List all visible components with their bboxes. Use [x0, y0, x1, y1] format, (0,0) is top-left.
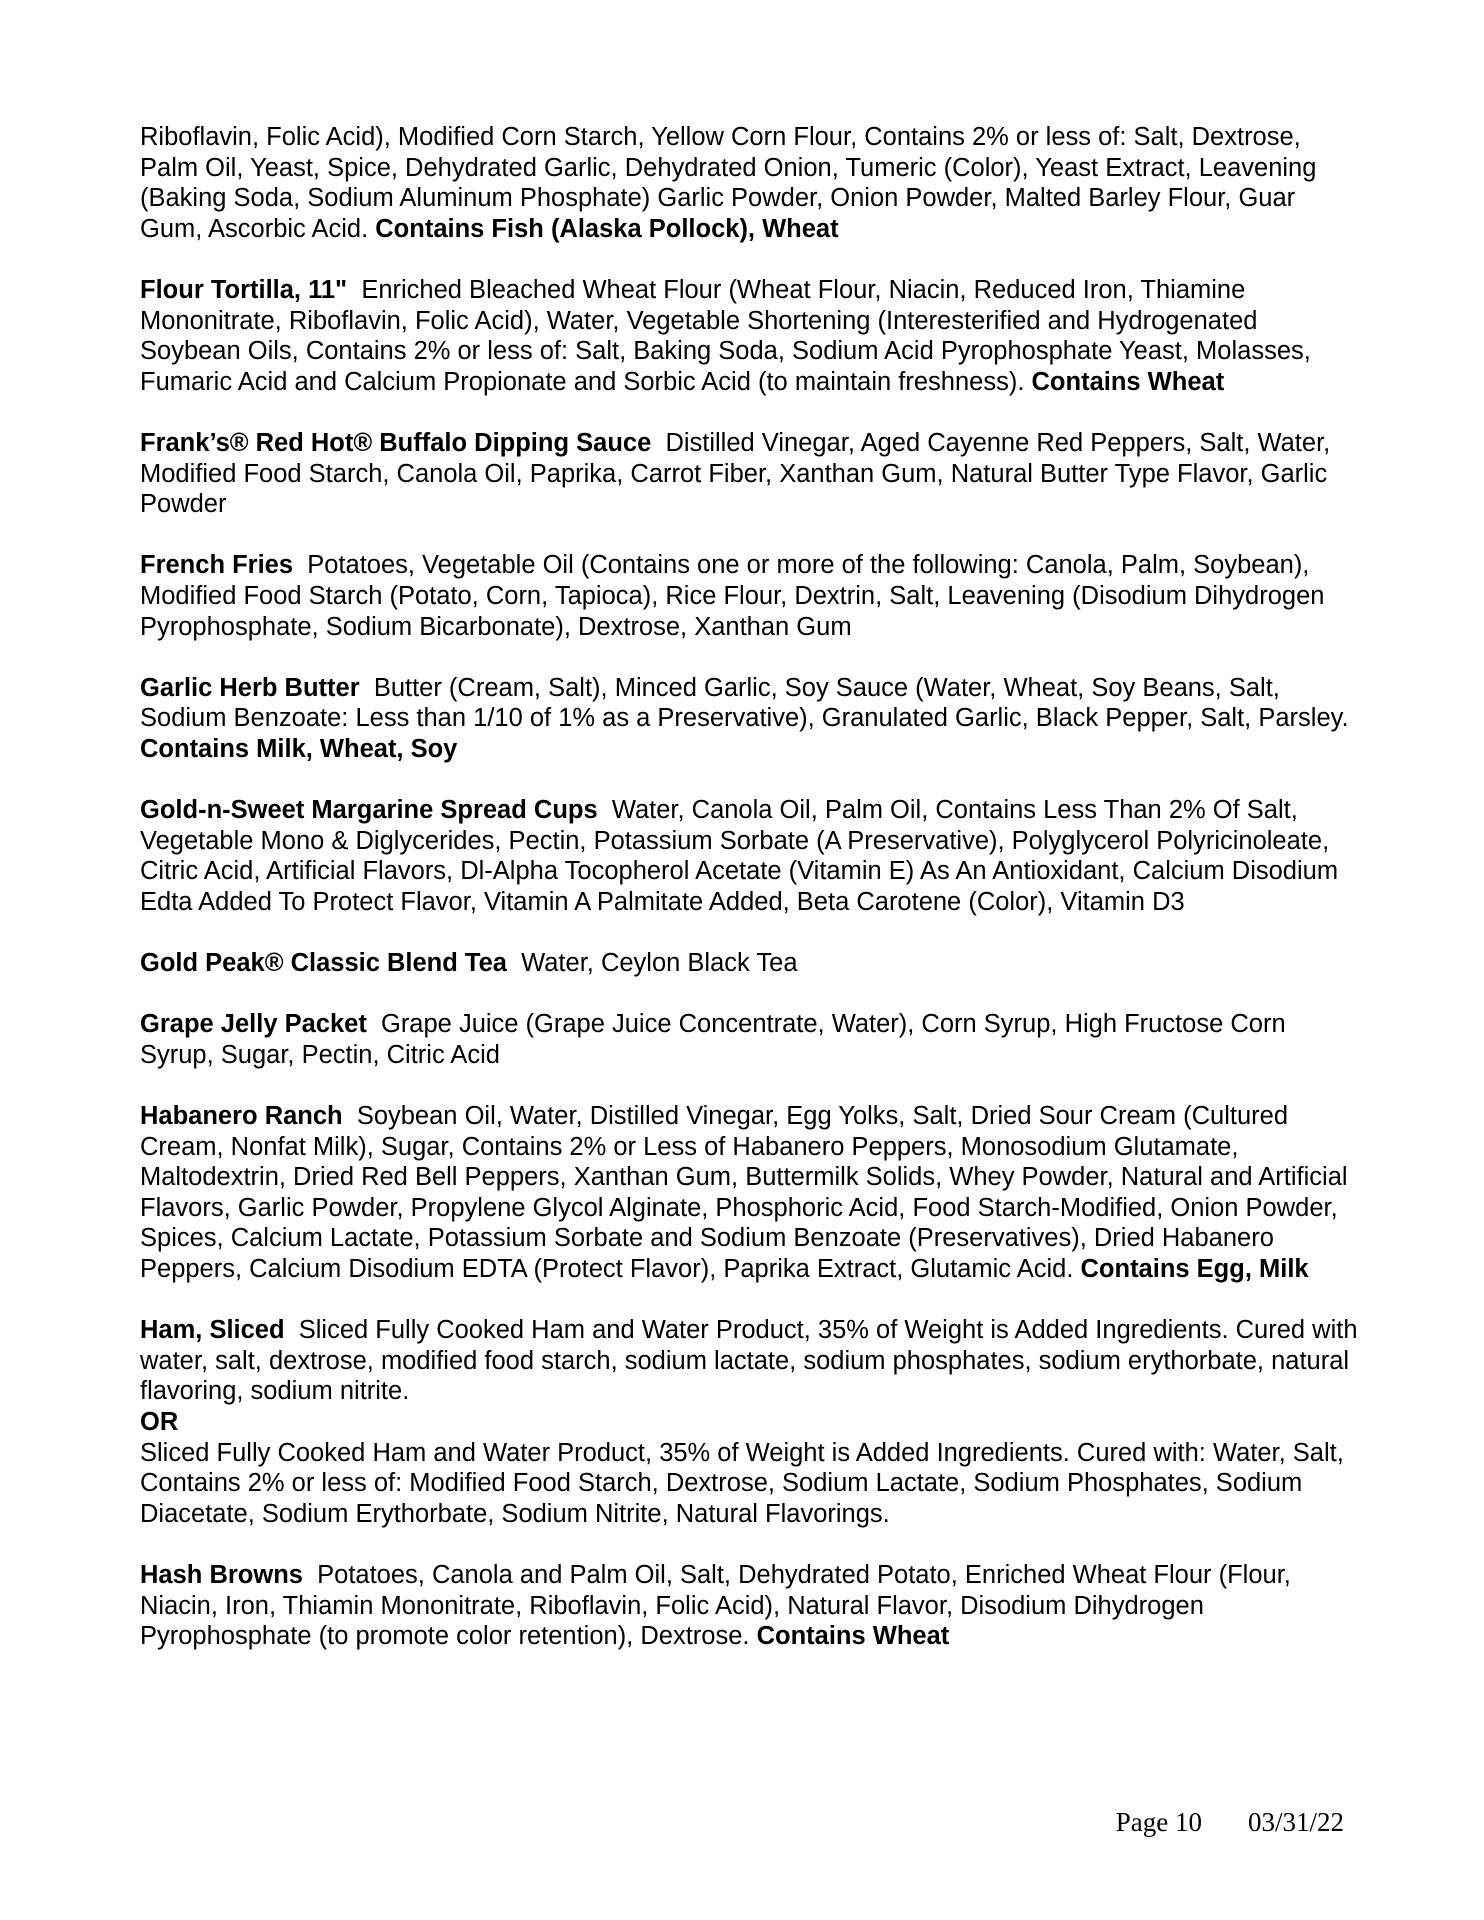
ingredient-entry	[140, 948, 1362, 979]
or-separator: OR	[140, 1407, 179, 1436]
product-name: Grape Jelly Packet	[140, 1010, 367, 1039]
page-footer	[1102, 1776, 1344, 1838]
ingredient-entry	[140, 428, 1362, 520]
allergen-statement: Contains Milk, Wheat, Soy	[140, 734, 458, 763]
product-name: Habanero Ranch	[140, 1102, 343, 1130]
allergen-statement: Contains Egg, Milk	[1080, 1254, 1309, 1283]
product-name: Gold Peak® Classic Blend Tea	[140, 949, 507, 978]
ingredient-text: Distilled Vinegar, Aged Cayenne Red Peppers, Salt, Water, Modified Food Starch, Canola Oil, Paprika, Carrot Fiber, Xanthan Gum, Natural Butter Type Flavor, Garlic Powder	[140, 428, 1331, 519]
ingredient-entry	[140, 1101, 1362, 1285]
ingredient-text: Sliced Fully Cooked Ham and Water Product, 35% of Weight is Added Ingredients. Cured with water, salt, dextrose, modified food starch, sodium lactate, sodium phosphates, sodium erythorbate, natural flavoring, sodium nitrite.	[140, 1316, 1358, 1406]
ingredient-entry	[140, 550, 1362, 642]
allergen-statement: Contains Fish (Alaska Pollock), Wheat	[375, 214, 839, 243]
allergen-statement: Contains Wheat	[1031, 367, 1225, 396]
ingredient-entry	[140, 275, 1362, 397]
ingredient-text-alternate: Sliced Fully Cooked Ham and Water Product, 35% of Weight is Added Ingredients. Cured with: Water, Salt, Contains 2% or less of: Modified Food Starch, Dextrose, Sodium Lactate, Sodium Phosphates, Sodium Diacetate, Sodium Erythorbate, Sodium Nitrite, Natural Flavorings.	[140, 1438, 1344, 1528]
ingredient-text: Potatoes, Canola and Palm Oil, Salt, Dehydrated Potato, Enriched Wheat Flour (Flour, Niacin, Iron, Thiamin Mononitrate, Riboflavin, Folic Acid), Natural Flavor, Disodium Dihydrogen Pyrophosphate (to promote color retention), Dextrose.	[140, 1560, 1291, 1651]
ingredient-entry	[140, 1560, 1362, 1652]
revision-date: 03/31/22	[1247, 1807, 1344, 1837]
product-name: French Fries	[140, 551, 294, 580]
ingredient-text: Grape Juice (Grape Juice Concentrate, Water), Corn Syrup, High Fructose Corn Syrup, Sugar, Pectin, Citric Acid	[140, 1010, 1286, 1069]
ingredient-entry	[140, 795, 1362, 917]
ingredient-text: Riboflavin, Folic Acid), Modified Corn Starch, Yellow Corn Flour, Contains 2% or less of: Salt, Dextrose, Palm Oil, Yeast, Spice, Dehydrated Garlic, Dehydrated Onion, Tumeric (Color), Yeast Extract, Leavening (Baking Soda, Sodium Aluminum Phosphate) Garlic Powder, Onion Powder, Malted Barley Flour, Guar Gum, Ascorbic Acid.	[140, 123, 1317, 243]
ingredient-text: Butter (Cream, Salt), Minced Garlic, Soy Sauce (Water, Wheat, Soy Beans, Salt, Sodium Benzoate: Less than 1/10 of 1% as a Preservative), Granulated Garlic, Black Pepper, Salt, Parsley.	[140, 673, 1349, 733]
product-name: Ham, Sliced	[140, 1316, 285, 1345]
allergen-statement: Contains Wheat	[756, 1622, 950, 1651]
ingredient-text: Water, Canola Oil, Palm Oil, Contains Less Than 2% Of Salt, Vegetable Mono & Diglycerides, Pectin, Potassium Sorbate (A Preservative), Polyglycerol Polyricinoleate, Citric Acid, Artificial Flavors, Dl-Alpha Tocopherol Acetate (Vitamin E) As An Antioxidant, Calcium Disodium Edta Added To Protect Flavor, Vitamin A Palmitate Added, Beta Carotene (Color), Vitamin D3	[140, 796, 1339, 916]
ingredient-text: Enriched Bleached Wheat Flour (Wheat Flour, Niacin, Reduced Iron, Thiamine Mononitrate, Riboflavin, Folic Acid), Water, Vegetable Shortening (Interesterified and Hydrogenated Soybean Oils, Contains 2% or less of: Salt, Baking Soda, Sodium Acid Pyrophosphate Yeast, Molasses, Fumaric Acid and Calcium Propionate and Sorbic Acid (to maintain freshness).	[140, 275, 1311, 396]
product-name: Hash Browns	[140, 1560, 303, 1589]
page-number: Page 10	[1115, 1807, 1202, 1837]
product-name: Flour Tortilla, 11"	[140, 275, 348, 304]
ingredient-text: Water, Ceylon Black Tea	[521, 949, 798, 978]
product-name: Gold-n-Sweet Margarine Spread Cups	[140, 796, 598, 825]
ingredient-entry	[140, 1009, 1362, 1070]
product-name: Garlic Herb Butter	[140, 673, 360, 702]
ingredient-text: Soybean Oil, Water, Distilled Vinegar, Egg Yolks, Salt, Dried Sour Cream (Cultured Cream, Nonfat Milk), Sugar, Contains 2% or Less of Habanero Peppers, Monosodium Glutamate, Maltodextrin, Dried Red Bell Peppers, Xanthan Gum, Buttermilk Solids, Whey Powder, Natural and Artificial Flavors, Garlic Powder, Propylene Glycol Alginate, Phosphoric Acid, Food Starch-Modified, Onion Powder, Spices, Calcium Lactate, Potassium Sorbate and Sodium Benzoate (Preservatives), Dried Habanero Peppers, Calcium Disodium EDTA (Protect Flavor), Paprika Extract, Glutamic Acid.	[140, 1102, 1348, 1283]
document-body	[140, 122, 1362, 1682]
ingredient-entry-ham	[140, 1315, 1362, 1529]
ingredient-entry	[140, 673, 1362, 765]
product-name: Frank’s® Red Hot® Buffalo Dipping Sauce	[140, 428, 652, 457]
ingredient-entry	[140, 122, 1362, 244]
ingredient-text: Potatoes, Vegetable Oil (Contains one or more of the following: Canola, Palm, Soybean), Modified Food Starch (Potato, Corn, Tapioca), Rice Flour, Dextrin, Salt, Leavening (Disodium Dihydrogen Pyrophosphate, Sodium Bicarbonate), Dextrose, Xanthan Gum	[140, 551, 1325, 641]
